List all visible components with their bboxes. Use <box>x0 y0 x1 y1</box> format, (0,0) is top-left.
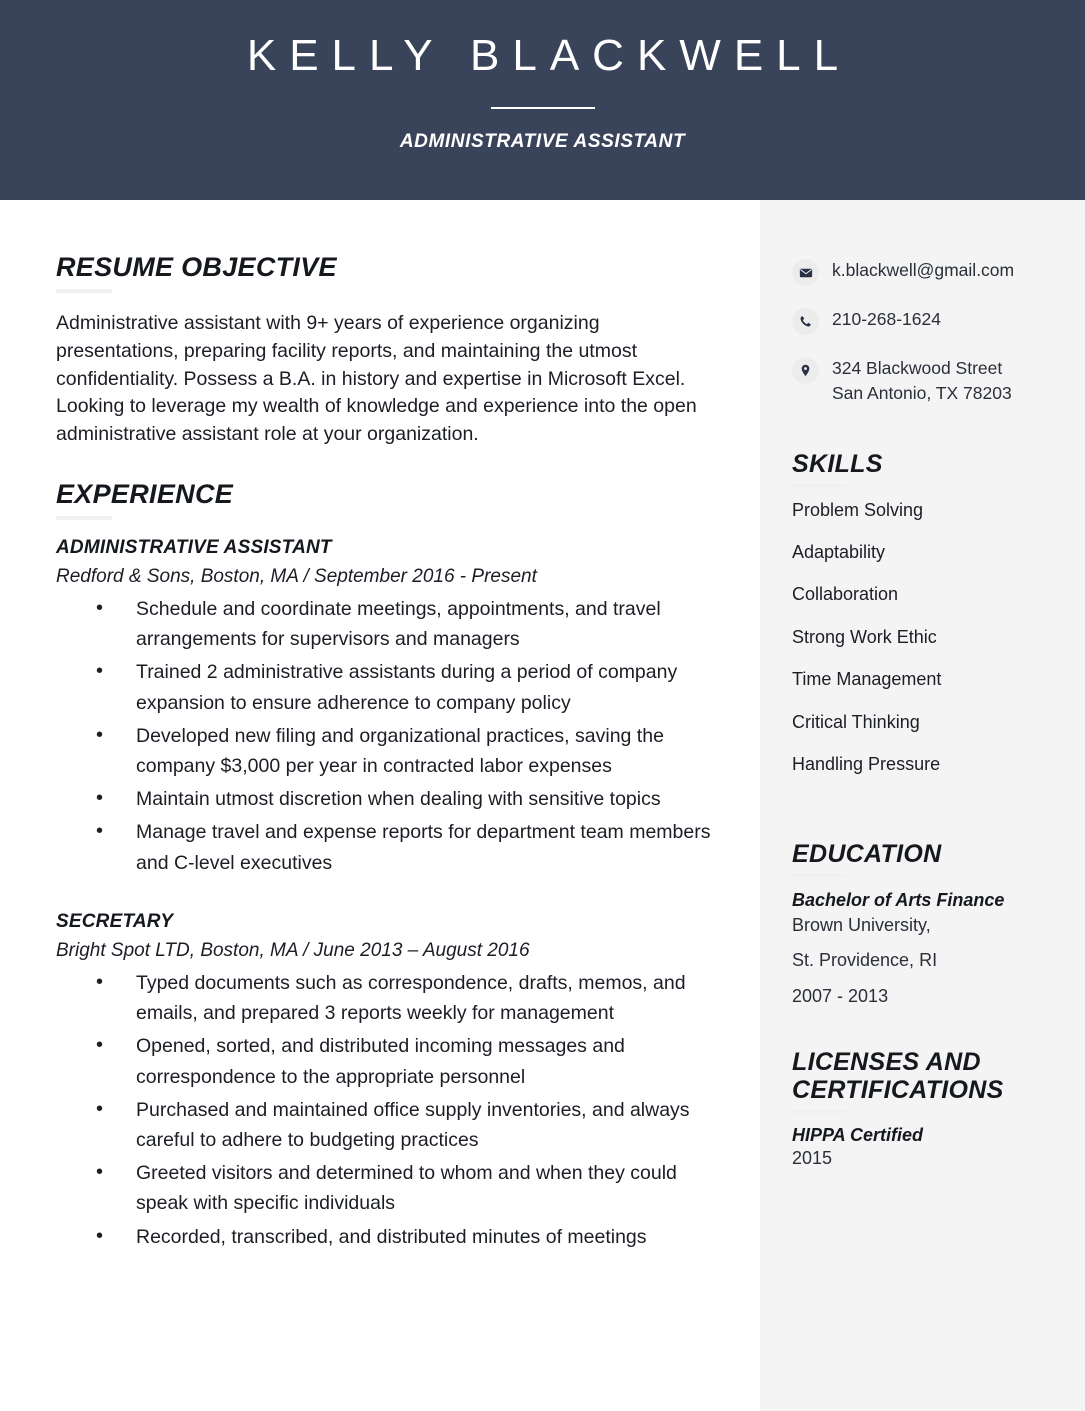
list-item: Problem Solving <box>792 499 924 520</box>
list-item: • Schedule and coordinate meetings, appointments, and travel arrangements for supervisors and managers <box>96 594 720 654</box>
section-heading-experience: EXPERIENCE <box>56 478 234 509</box>
education-years: 2007 - 2013 <box>792 985 889 1006</box>
objective-text: Administrative assistant with 9+ years of experience organizing presentations, preparing facility reports, and maintaining the utmost confidentiality. Possess a B.A. in history and expertise in Microsoft Excel. Looking to leverage my wealth of knowledge and experience into the open administrative assistant role at your organization. <box>56 312 697 445</box>
section-education <box>792 840 1065 1007</box>
spacer <box>792 810 1065 840</box>
list-item: Collaboration <box>792 584 899 605</box>
address-line-1: 324 Blackwood Street <box>832 358 1003 378</box>
list-item: • Opened, sorted, and distributed incoming messages and correspondence to the appropriate personnel <box>96 1031 720 1091</box>
section-heading-licenses: LICENSES AND CERTIFICATIONS <box>792 1047 1004 1104</box>
list-item: Adaptability <box>792 542 886 563</box>
contact-address[interactable] <box>792 356 1065 406</box>
list-item: Handling Pressure <box>792 754 941 775</box>
list-item: • Recorded, transcribed, and distributed minutes of meetings <box>96 1222 720 1252</box>
address-line-2: San Antonio, TX 78203 <box>832 382 1012 403</box>
section-skills <box>792 450 1065 777</box>
candidate-job-title: ADMINISTRATIVE ASSISTANT <box>399 131 686 153</box>
main-column <box>0 200 760 1411</box>
experience-entry <box>56 537 720 878</box>
map-pin-icon <box>792 357 819 384</box>
list-item: • Purchased and maintained office supply inventories, and always careful to adhere to budgeting practices <box>96 1095 720 1155</box>
spacer <box>56 449 720 479</box>
contact-email-value: k.blackwell@gmail.com <box>832 260 1015 280</box>
spacer <box>56 881 720 911</box>
sidebar-column <box>760 200 1085 1411</box>
list-item: • Greeted visitors and determined to whom and when they could speak with specific individuals <box>96 1158 720 1218</box>
list-item: • Developed new filing and organizational practices, saving the company $3,000 per year in contracted labor expenses <box>96 721 720 781</box>
job-meta: Redford & Sons, Boston, MA / September 2016 - Present <box>56 565 537 587</box>
education-school: Brown University, <box>792 915 931 936</box>
list-item: Strong Work Ethic <box>792 626 937 647</box>
heading-rule <box>792 1110 846 1113</box>
heading-rule <box>56 516 112 520</box>
education-degree: Bachelor of Arts Finance <box>792 890 1005 911</box>
skills-list <box>792 499 1065 777</box>
envelope-icon <box>792 259 819 286</box>
section-experience <box>56 479 720 1252</box>
list-item: • Trained 2 administrative assistants during a period of company expansion to ensure adherence to company policy <box>96 657 720 717</box>
job-meta: Bright Spot LTD, Boston, MA / June 2013 – August 2016 <box>56 939 530 961</box>
job-bullets <box>56 968 720 1252</box>
education-location: St. Providence, RI <box>792 950 938 971</box>
certification-year: 2015 <box>792 1147 833 1168</box>
contact-phone-value: 210-268-1624 <box>832 309 941 329</box>
resume-header <box>0 0 1085 200</box>
list-item: Critical Thinking <box>792 711 920 732</box>
heading-rule <box>792 874 846 877</box>
resume-body <box>0 200 1085 1411</box>
list-item: • Maintain utmost discretion when dealing with sensitive topics <box>96 784 720 814</box>
list-item: • Manage travel and expense reports for department team members and C-level executives <box>96 817 720 877</box>
job-title: SECRETARY <box>56 910 174 932</box>
phone-icon <box>792 308 819 335</box>
certification-name: HIPPA Certified <box>792 1124 924 1145</box>
candidate-name: KELLY BLACKWELL <box>246 31 852 80</box>
section-heading-skills: SKILLS <box>792 449 883 478</box>
section-resume-objective <box>56 252 720 449</box>
section-licenses <box>792 1048 1065 1169</box>
heading-rule <box>56 289 112 293</box>
contact-info <box>792 258 1065 406</box>
job-title: ADMINISTRATIVE ASSISTANT <box>56 536 332 558</box>
heading-rule <box>792 484 846 487</box>
section-heading-education: EDUCATION <box>792 840 942 869</box>
list-item: • Typed documents such as correspondence, drafts, memos, and emails, and prepared 3 reports weekly for management <box>96 968 720 1028</box>
contact-phone[interactable] <box>792 307 1065 335</box>
list-item: Time Management <box>792 669 942 690</box>
experience-entry <box>56 911 720 1252</box>
job-bullets <box>56 594 720 878</box>
header-divider <box>491 107 595 109</box>
contact-address-value <box>832 356 1012 406</box>
contact-email[interactable] <box>792 258 1065 286</box>
section-heading-objective: RESUME OBJECTIVE <box>56 252 337 282</box>
